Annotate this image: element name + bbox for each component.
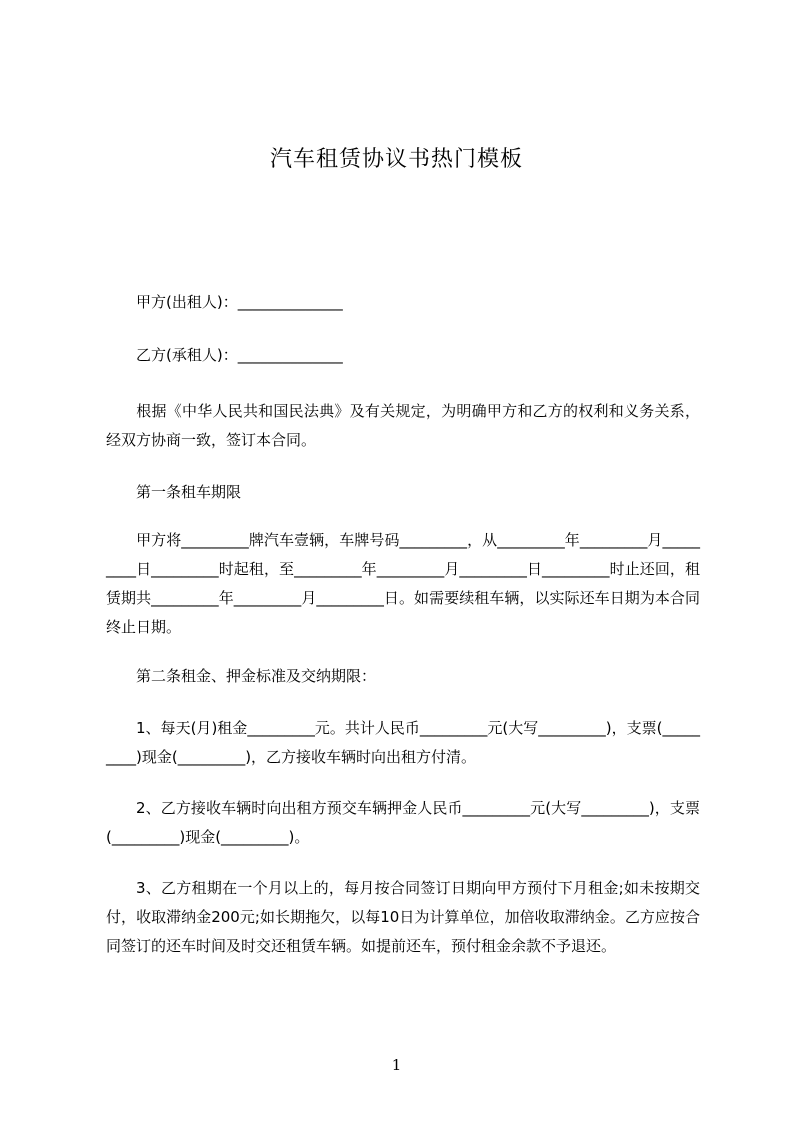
article-2-heading: 第二条租金、押金标准及交纳期限：	[136, 667, 377, 685]
clause-3-text: 3、乙方租期在一个月以上的，每月按合同签订日期向甲方预付下月租金;如未按期交付，收取滞纳金200元;如长期拖欠，以每10日为计算单位，加倍收取滞纳金。乙方应按合同签订的还车时间及时交还租赁车辆。如提前还车，预付租金余款不予退还。	[106, 879, 700, 955]
article-1-heading: 第一条租车期限	[136, 483, 242, 501]
page-number: 1	[391, 1056, 402, 1074]
party-b-line: 乙方(承租人)：______________	[136, 346, 343, 364]
preamble-paragraph	[106, 397, 700, 455]
document-title: 汽车租赁协议书热门模板	[269, 147, 523, 172]
party-a-line: 甲方(出租人)：______________	[136, 293, 343, 311]
clause-1-paragraph	[106, 714, 700, 772]
clause-3-paragraph	[106, 874, 700, 961]
article-1-text: 甲方将_________牌汽车壹辆，车牌号码_________，从_________年_________月_________日_________时起租，至_________年_________月_________日_________时止还回，租赁期共_________年_________月_________日。如需要续租车辆，以实际还车日期为本合同终止日期。	[106, 531, 700, 636]
clause-2-paragraph	[106, 794, 700, 852]
clause-1-text: 1、每天(月)租金_________元。共计人民币_________元(大写_________)，支票(_________)现金(_________)，乙方接收车辆时向出租方付清。	[106, 719, 700, 766]
article-1-paragraph	[106, 526, 700, 642]
preamble-text: 根据《中华人民共和国民法典》及有关规定，为明确甲方和乙方的权利和义务关系，经双方协商一致，签订本合同。	[106, 402, 700, 449]
clause-2-text: 2、乙方接收车辆时向出租方预交车辆押金人民币_________元(大写_________)，支票(_________)现金(_________)。	[106, 799, 700, 846]
